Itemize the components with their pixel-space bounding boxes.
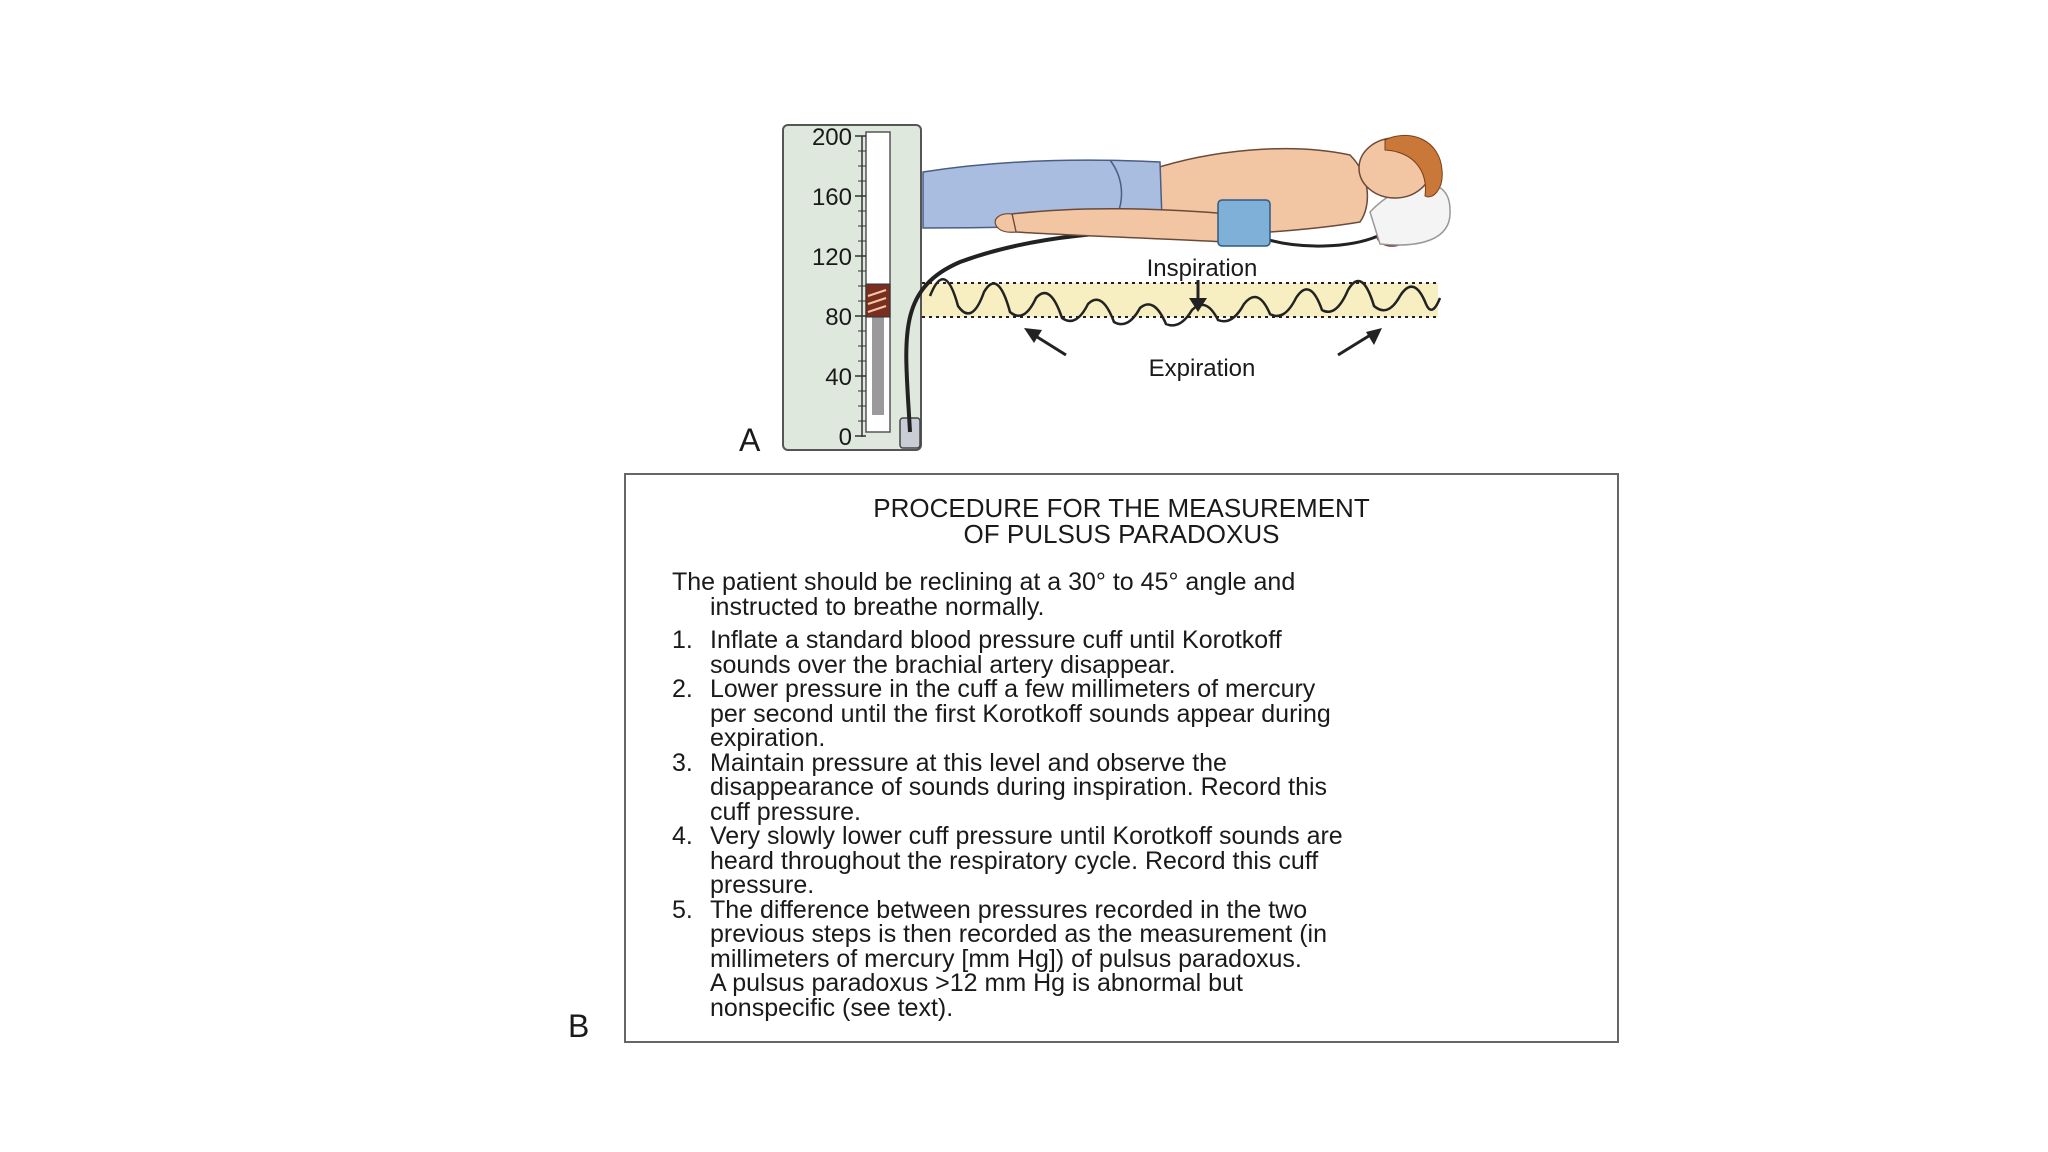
tick-label-120: 120: [811, 244, 852, 271]
step-line: Very slowly lower cuff pressure until Korotkoff sounds are: [710, 822, 1343, 850]
inspiration-label: Inspiration: [1146, 255, 1258, 282]
step-line: Inflate a standard blood pressure cuff until Korotkoff: [710, 626, 1282, 654]
tick-label-200: 200: [811, 124, 852, 151]
procedure-title: [626, 495, 1617, 547]
step-number: 2.: [672, 675, 693, 703]
step-number: 1.: [672, 626, 693, 654]
step-line: Lower pressure in the cuff a few millimeters of mercury: [710, 675, 1316, 703]
step-line: previous steps is then recorded as the measurement (in: [710, 920, 1327, 948]
procedure-step-4: [672, 824, 1592, 898]
step-number: 5.: [672, 895, 693, 924]
step-line: A pulsus paradoxus >12 mm Hg is abnormal but: [710, 969, 1243, 997]
step-line: disappearance of sounds during inspiration. Record this: [710, 773, 1328, 801]
step-line: sounds over the brachial artery disappear.: [710, 650, 1176, 679]
tick-label-80: 80: [825, 304, 852, 331]
panel-a-label: A: [739, 422, 761, 458]
procedure-box: [624, 473, 1619, 1043]
step-line: Maintain pressure at this level and observe the: [710, 748, 1227, 777]
procedure-steps: [672, 628, 1592, 1020]
step-line: heard throughout the respiratory cycle. Record this cuff: [710, 846, 1319, 875]
tick-label-40: 40: [825, 364, 852, 391]
panel-b-label: B: [568, 1008, 590, 1044]
procedure-step-5: [672, 895, 1592, 1022]
tick-label-160: 160: [811, 184, 852, 211]
intro-line-2: instructed to breathe normally.: [710, 592, 1045, 621]
mercury-manometer: [783, 124, 921, 451]
step-line: The difference between pressures recorded in the two: [710, 895, 1308, 924]
step-line: millimeters of mercury [mm Hg]) of pulsus paradoxus.: [710, 944, 1302, 973]
procedure-intro: [672, 570, 1592, 619]
step-number: 4.: [672, 822, 693, 850]
blood-pressure-cuff: [1218, 200, 1270, 246]
expiration-arrow-left: [1034, 335, 1066, 355]
procedure-step-1: [672, 628, 1592, 677]
procedure-step-2: [672, 677, 1592, 751]
step-line: expiration.: [710, 724, 826, 752]
step-line: nonspecific (see text).: [710, 993, 954, 1022]
step-line: cuff pressure.: [710, 797, 862, 826]
title-line-2: OF PULSUS PARADOXUS: [963, 519, 1280, 549]
reclining-patient: [923, 135, 1450, 246]
step-line: per second until the first Korotkoff sounds appear during: [710, 699, 1331, 728]
step-number: 3.: [672, 748, 693, 777]
bulb-tubing: [1262, 236, 1378, 246]
procedure-step-3: [672, 748, 1592, 826]
intro-line-1: The patient should be reclining at a 30° to 45° angle and: [672, 568, 1296, 596]
tick-label-0: 0: [838, 424, 852, 451]
step-line: pressure.: [710, 871, 815, 899]
expiration-arrow-right: [1338, 334, 1372, 355]
expiration-label: Expiration: [1148, 355, 1256, 382]
title-line-1: PROCEDURE FOR THE MEASUREMENT: [873, 493, 1370, 523]
